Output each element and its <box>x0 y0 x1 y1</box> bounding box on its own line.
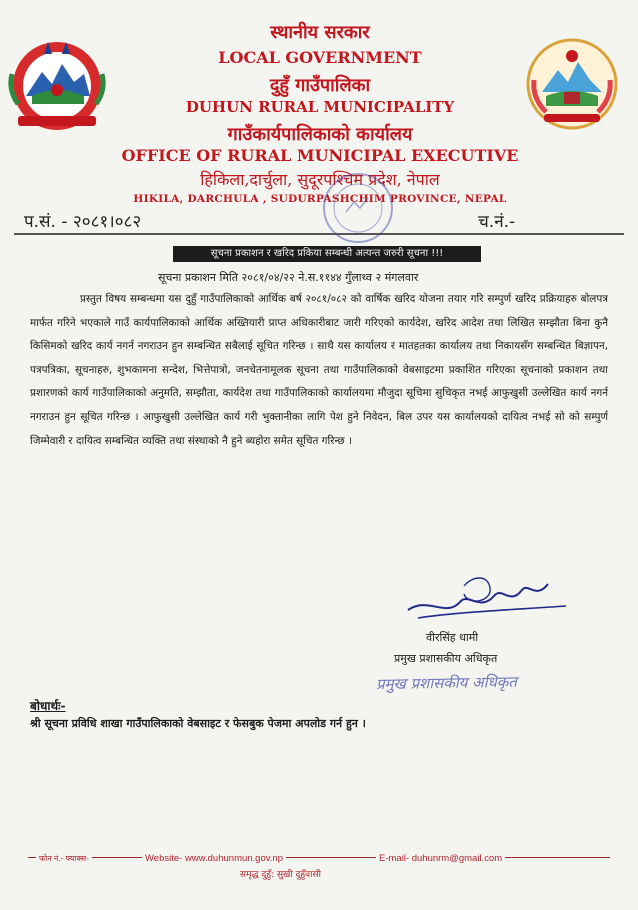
notice-body: प्रस्तुत विषय सम्बन्धमा यस दुहुँ गाउँपालिकाको आर्थिक बर्ष २०८१/०८२ को वार्षिक खरिद योजना तयार गरि सम्पुर्ण खरिद प्रक्रियाहरु बोलपत्र मार्फत गरिने भएकाले गाउँ कार्यपालिकाको आर्थिक अख्तियारी प्राप्त अधिकारीबाट जारी गरिएको कार्यदेश, खरिद आदेश तथा लिखित सम्झौता बिना कुनै किसिमको खरिद कार्य नगर्न नगराउन हुन सम्बन्धित सबैलाई सूचित गरिन्छ । साथै यस कार्यालय र मातहतका कार्यालय तथा निकायसँग सम्बन्धित बिज्ञापन, पत्रपत्रिका, सूचनाहरु, शुभकामना सन्देश, भित्तेपात्रो, जनचेतनामूलक सूचना तथा गाउँपालिकाको वेबसाइटमा प्रकाशित गरिएका सूचनाको प्रकाशन तथा प्रशारणको कार्य गाउँपालिकाको अनुमति, सम्झौता, कार्यदेश तथा गाउँपालिकाको कार्यालयमा मौजुदा सूचिमा सुचिकृत नभई आफुखुसी उल्लेखित कार्य नगर्न नगराउन हुन सूचित गरिन्छ । आफुखुसी उल्लेखित कार्य गरी भुक्तानीका लागि पेश हुने निवेदन, बिल उपर यस कार्यालयको दायित्व नभई सो को सम्पुर्ण जिम्मेवारी र दायित्व सम्बन्धित व्यक्ति तथा संस्थाको नै हुने ब्यहोरा समेत सूचित गरिन्छ । <box>30 293 608 447</box>
signatory-name: वीरसिंह धामी <box>426 631 479 644</box>
signatory-stamp: प्रमुख प्रशासकीय अधिकृत <box>375 672 517 694</box>
office-stamp-icon <box>318 168 398 248</box>
footer-motto: समृद्ध दुहुँ: सुखी दुहुँवासी <box>240 870 321 880</box>
letter-number: प.सं. - २०८१।०८२ <box>24 212 142 232</box>
header-local-gov-en: LOCAL GOVERNMENT <box>218 48 422 67</box>
header-address-en: HIKILA, DARCHULA , SUDURPASHCHIM PROVINCE, NEPAL <box>133 193 507 205</box>
nepal-emblem-icon <box>4 34 110 134</box>
header-office-np: गाउँकार्यपालिकाको कार्यालय <box>227 124 413 145</box>
footer-phone: फोन नं.- फ्याक्स- <box>36 853 92 864</box>
municipality-logo-icon <box>524 34 620 134</box>
cc-label: बोधार्थः- <box>30 699 66 713</box>
cc-text: श्री सूचना प्रविधि शाखा गाउँपालिकाको वेबसाइट र फेसबुक पेजमा अपलोड गर्न हुन । <box>30 717 366 730</box>
signature-icon <box>398 566 570 636</box>
header-municipality-en: DUHUN RURAL MUNICIPALITY <box>185 98 455 116</box>
footer-divider <box>28 857 610 858</box>
footer-website: Website- www.duhunmun.gov.np <box>142 853 286 864</box>
header-local-gov-np: स्थानीय सरकार <box>270 22 370 43</box>
header-municipality-np: दुहुँ गाउँपालिका <box>269 75 371 96</box>
notice-subject: सूचना प्रकाशन र खरिद प्रकिया सम्बन्धी अत्यन्त जरुरी सूचना !!! <box>173 246 481 262</box>
footer-email: E-mail- duhunrm@gmail.com <box>376 853 505 864</box>
header-office-en: OFFICE OF RURAL MUNICIPAL EXECUTIVE <box>121 146 519 165</box>
header-address-np: हिकिला,दार्चुला, सुदूरपश्चिम प्रदेश, नेपाल <box>200 170 440 189</box>
dispatch-number: च.नं.- <box>478 212 516 232</box>
signatory-title: प्रमुख प्रशासकीय अधिकृत <box>394 652 498 665</box>
header-divider <box>14 233 624 235</box>
publication-date: सूचना प्रकाशन मिति २०८१/०४/२२ ने.स.११४४ गुँलाथ्व २ मंगलवार <box>158 271 419 284</box>
